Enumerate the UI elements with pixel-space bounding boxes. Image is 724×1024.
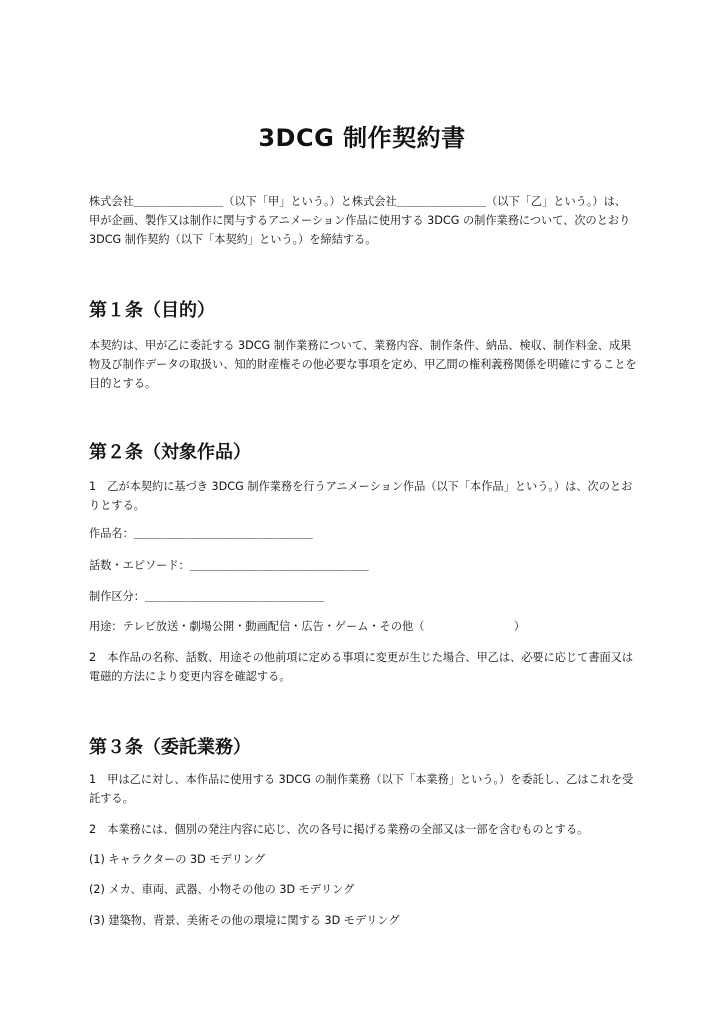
article3-paragraph-2: 2 本業務には、個別の発注内容に応じ、次の各号に掲げる業務の全部又は一部を含むものとする。 (89, 823, 589, 836)
article1-body: 本契約は、甲が乙に委託する 3DCG 制作業務について、業務内容、制作条件、納品、検収、制作料金、成果物及び制作データの取扱い、知的財産権その他必要な事項を定め、甲乙間の権利義務関係を明確にすることを目的とする。 (89, 339, 637, 390)
article2-paragraph-1: 1 乙が本契約に基づき 3DCG 制作業務を行うアニメーション作品（以下「本作品」という。）は、次のとおりとする。 (89, 480, 633, 512)
article1-heading: 第１条（目的） (89, 300, 215, 321)
article2-heading: 第２条（対象作品） (89, 442, 251, 463)
article3-paragraph-1: 1 甲は乙に対し、本作品に使用する 3DCG の制作業務（以下「本業務」という。）を委託し、乙はこれを受託する。 (89, 773, 634, 805)
article2-paragraph-2: 2 本作品の名称、話数、用途その他前項に定める事項に変更が生じた場合、甲乙は、必要に応じて書面又は電磁的方法により変更内容を確認する。 (89, 651, 634, 683)
preamble-paragraph: 株式会社＿＿＿＿＿＿＿＿（以下「甲」という。）と株式会社＿＿＿＿＿＿＿＿（以下「乙」という。）は、甲が企画、製作又は制作に関与するアニメーション作品に使用する 3DCG の制作業務について、次のとおり 3DCG 制作契約（以下「本契約」という。）を締結する。 (89, 195, 631, 246)
work-name-field: 作品名：＿＿＿＿＿＿＿＿＿＿＿＿＿＿＿＿ (89, 527, 313, 540)
episodes-field: 話数・エピソード：＿＿＿＿＿＿＿＿＿＿＿＿＿＿＿＿ (89, 559, 369, 572)
list-item-3: (3) 建築物、背景、美術その他の環境に関する 3D モデリング (89, 914, 400, 927)
list-item-1: (1) キャラクターの 3D モデリング (89, 853, 266, 866)
category-field: 制作区分：＿＿＿＿＿＿＿＿＿＿＿＿＿＿＿＿ (89, 590, 324, 603)
document-title: 3DCG 制作契約書 (258, 124, 466, 152)
article3-heading: 第３条（委託業務） (89, 737, 251, 758)
list-item-2: (2) メカ、車両、武器、小物その他の 3D モデリング (89, 883, 355, 896)
usage-field: 用途：テレビ放送・劇場公開・動画配信・広告・ゲーム・その他（ ） (89, 620, 526, 633)
